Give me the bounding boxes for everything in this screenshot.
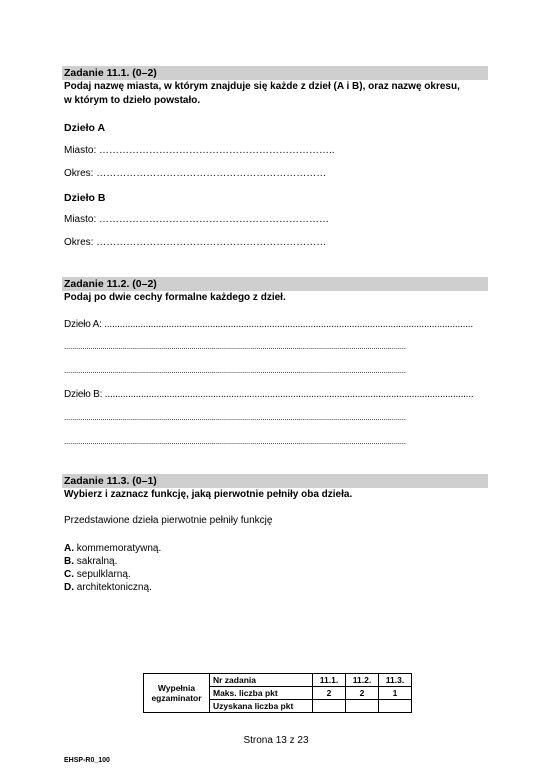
task-11-1-title: Zadanie 11.1. (0–2): [62, 66, 488, 80]
artwork-b-heading: Dzieło B: [64, 192, 106, 204]
examiner-score-table: [143, 673, 412, 713]
task-11-3-command: Wybierz i zaznacz funkcję, jaką pierwotnie pełniły oba dzieła.: [64, 489, 353, 500]
option-letter: C.: [64, 569, 74, 580]
earned-points-11-1[interactable]: [313, 700, 346, 713]
option-text: sakralną.: [74, 556, 118, 567]
answer-option-a[interactable]: [64, 543, 161, 554]
answer-option-d[interactable]: [64, 582, 152, 593]
max-points-11-1: 2: [313, 687, 346, 700]
artwork-a-features-line1[interactable]: Dzieło A: ...............................................................................................................................................: [64, 319, 473, 330]
artwork-a-features-line3[interactable]: .........................................................................................................................................................................: [64, 366, 406, 375]
artwork-b-period-field[interactable]: Okres: ……………………………………………………………: [64, 237, 327, 248]
option-letter: B.: [64, 556, 74, 567]
task-11-2-command: Podaj po dwie cechy formalne każdego z dzieł.: [64, 292, 286, 303]
task-number-label: Nr zadania: [210, 674, 313, 687]
examiner-label-cell: [144, 674, 210, 713]
artwork-a-features-line2[interactable]: .........................................................................................................................................................................: [64, 342, 406, 351]
option-text: kommemoratywną.: [74, 543, 162, 554]
option-letter: A.: [64, 543, 74, 554]
earned-points-11-2[interactable]: [346, 700, 379, 713]
task-11-3-title: Zadanie 11.3. (0–1): [62, 474, 488, 488]
task-11-2-title: Zadanie 11.2. (0–2): [62, 277, 488, 291]
artwork-b-features-line1[interactable]: Dzieło B: ...............................................................................................................................................: [64, 389, 474, 400]
option-letter: D.: [64, 582, 74, 593]
artwork-b-features-line2[interactable]: .........................................................................................................................................................................: [64, 413, 406, 422]
task-number-11-3: 11.3.: [379, 674, 412, 687]
examiner-label-line1: Wypełnia: [157, 683, 196, 693]
earned-points-label: Uzyskana liczba pkt: [210, 700, 313, 713]
artwork-b-city-field[interactable]: Miasto: ……………………………………………………………: [64, 214, 330, 225]
max-points-11-2: 2: [346, 687, 379, 700]
exam-code: EHSP-R0_100: [64, 757, 110, 764]
option-text: sepulklarną.: [74, 569, 131, 580]
page-number: Strona 13 z 23: [243, 735, 309, 746]
task-number-11-2: 11.2.: [346, 674, 379, 687]
artwork-a-heading: Dzieło A: [64, 122, 106, 134]
earned-points-11-3[interactable]: [379, 700, 412, 713]
max-points-label: Maks. liczba pkt: [210, 687, 313, 700]
task-11-1-command-line2: w którym to dzieło powstało.: [64, 95, 201, 106]
answer-option-c[interactable]: [64, 569, 131, 580]
task-number-11-1: 11.1.: [313, 674, 346, 687]
artwork-a-period-field[interactable]: Okres: ……………………………………………………………: [64, 168, 327, 179]
task-11-1-command-line1: Podaj nazwę miasta, w którym znajduje się każde z dzieł (A i B), oraz nazwę okresu,: [64, 81, 460, 92]
examiner-label-line2: egzaminator: [151, 693, 202, 703]
max-points-11-3: 1: [379, 687, 412, 700]
artwork-b-features-line3[interactable]: .........................................................................................................................................................................: [64, 437, 406, 446]
artwork-a-city-field[interactable]: Miasto: ……………………………………………………………..: [64, 145, 335, 156]
answer-option-b[interactable]: [64, 556, 117, 567]
task-11-3-intro: Przedstawione dzieła pierwotnie pełniły funkcję: [64, 515, 273, 526]
option-text: architektoniczną.: [74, 582, 152, 593]
